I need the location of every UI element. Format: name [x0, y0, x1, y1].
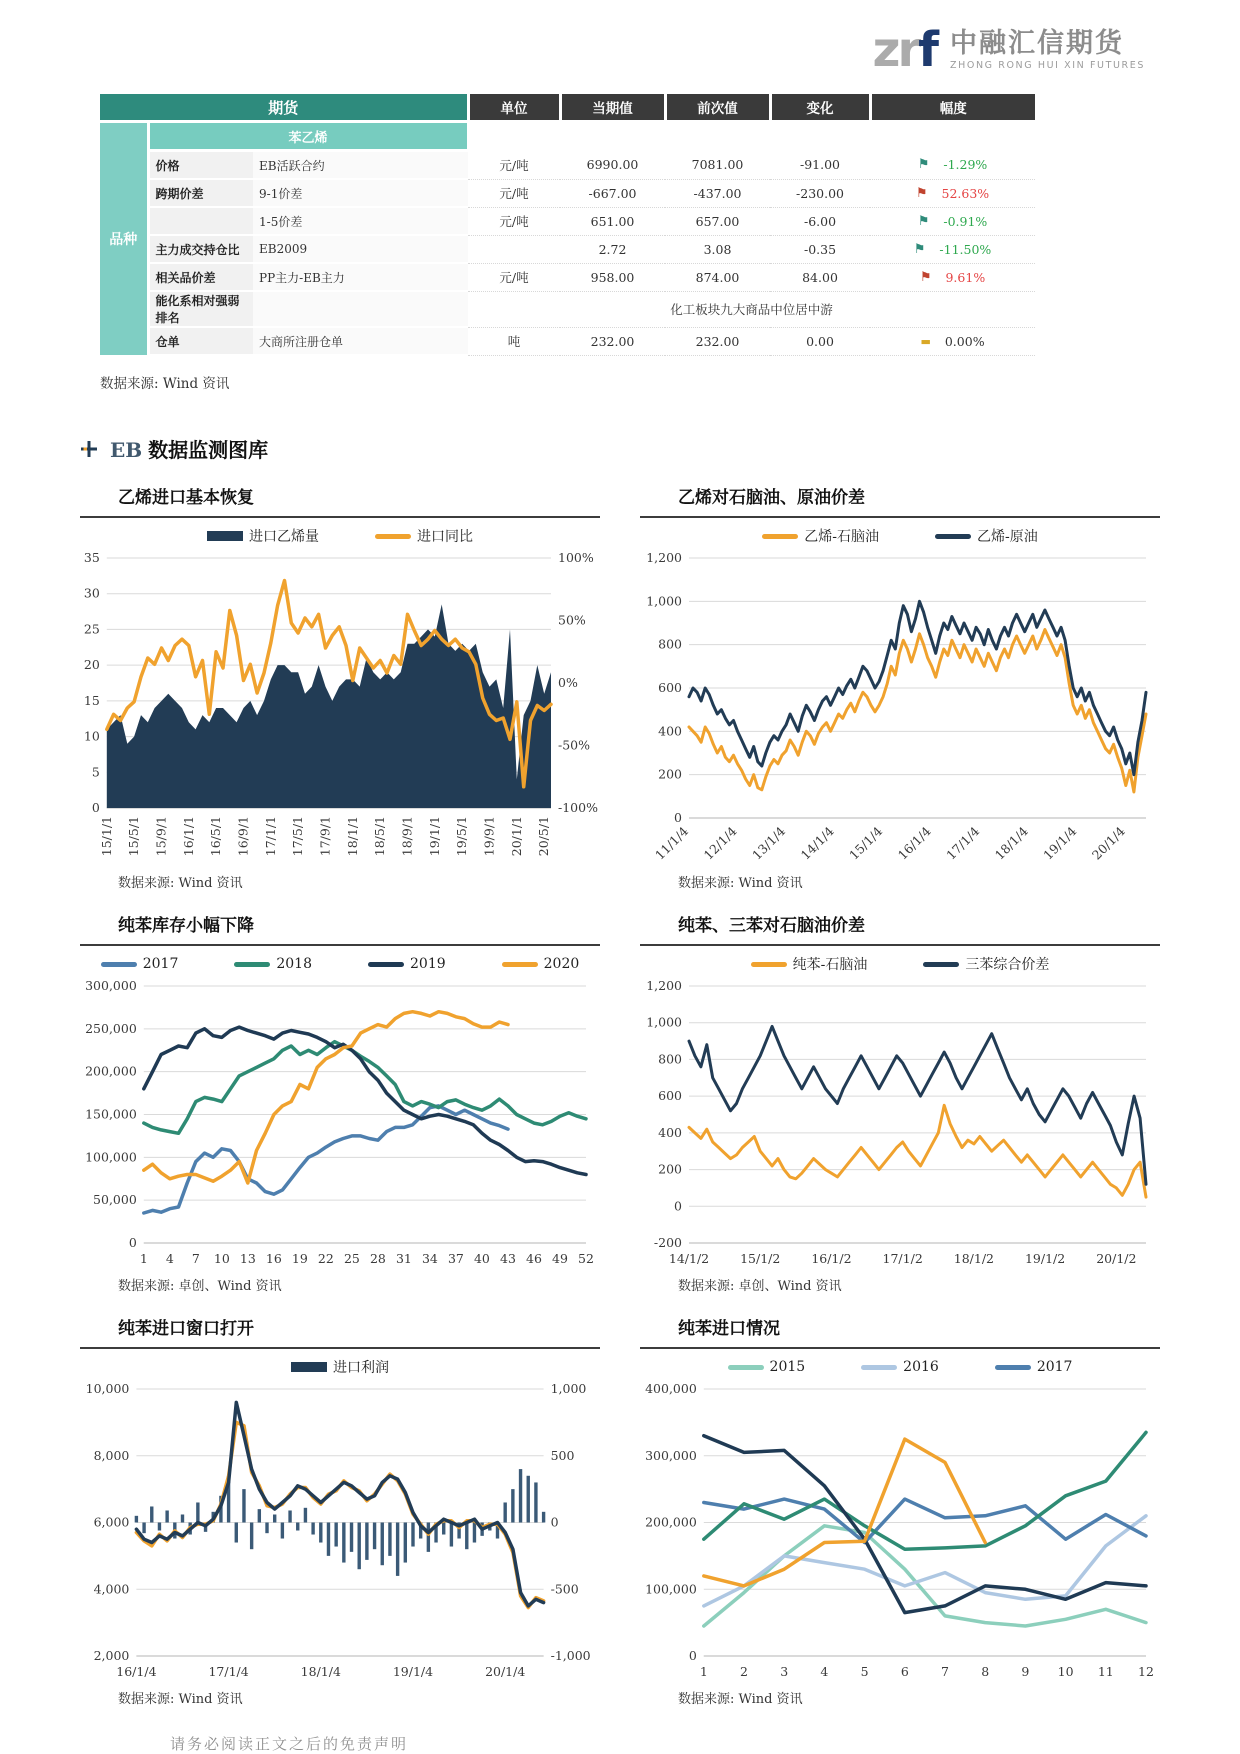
cell-item: 9-1价差 [253, 179, 468, 207]
svg-text:37: 37 [447, 1251, 464, 1266]
svg-text:16/1/4: 16/1/4 [894, 823, 934, 863]
chart-legend [640, 1353, 1160, 1381]
svg-text:200,000: 200,000 [645, 1514, 697, 1530]
legend-swatch [207, 531, 243, 541]
svg-text:0: 0 [674, 1198, 682, 1214]
legend-swatch [368, 962, 404, 967]
svg-text:20/1/4: 20/1/4 [1088, 823, 1128, 863]
svg-text:15/1/4: 15/1/4 [846, 823, 886, 863]
svg-text:4: 4 [820, 1664, 829, 1679]
svg-text:0%: 0% [558, 675, 578, 690]
svg-text:16/5/1: 16/5/1 [208, 816, 224, 857]
legend-swatch [375, 534, 411, 539]
svg-text:19: 19 [291, 1251, 308, 1266]
cell-item: EB活跃合约 [253, 151, 468, 180]
svg-text:19/1/4: 19/1/4 [392, 1664, 434, 1679]
legend-label: 2017 [1036, 1359, 1073, 1375]
section-marker-icon [80, 440, 98, 458]
benzene-spread-chart [640, 978, 1160, 1273]
logo-company-name: 中融汇信期货 [950, 27, 1125, 59]
svg-text:10: 10 [83, 728, 100, 744]
logo-zrf-mark [872, 22, 937, 78]
cell-group: 跨期价差 [148, 179, 253, 207]
legend-swatch [935, 534, 971, 539]
svg-text:1,200: 1,200 [646, 550, 682, 565]
header-unit: 单位 [468, 94, 560, 122]
legend-label: 进口同比 [417, 529, 473, 545]
svg-text:1,000: 1,000 [550, 1381, 587, 1396]
legend-swatch [502, 962, 538, 967]
section-title-cn: 数据监测图库 [148, 438, 269, 462]
legend-item [502, 956, 580, 972]
company-logo [0, 0, 1240, 78]
legend-swatch [861, 1365, 897, 1370]
cell-group [148, 207, 253, 235]
chart-title: 乙烯进口基本恢复 [118, 488, 254, 508]
change-flag-icon [918, 158, 930, 171]
cell-item: EB2009 [253, 235, 468, 263]
spacer-cell [468, 122, 1035, 151]
table-subheader-row [100, 122, 1035, 151]
legend-label: 2016 [903, 1359, 939, 1375]
svg-text:15/1/1: 15/1/1 [98, 816, 114, 857]
cell-pct: -0.91% [943, 213, 988, 229]
cell-pct: 52.63% [941, 185, 990, 201]
svg-text:19/1/1: 19/1/1 [426, 816, 442, 857]
change-flag-icon [920, 271, 932, 284]
legend-item [728, 1359, 806, 1375]
legend-item [995, 1359, 1073, 1375]
product-label: 苯乙烯 [148, 122, 468, 151]
cell-previous: 232.00 [665, 327, 770, 355]
table-row [100, 291, 1035, 327]
cell-change: -230.00 [770, 179, 870, 207]
svg-text:1,200: 1,200 [646, 978, 682, 993]
svg-text:31: 31 [395, 1251, 412, 1266]
data-source: 数据来源: Wind 资讯 [118, 1692, 243, 1707]
divider [640, 944, 1160, 946]
svg-text:400: 400 [658, 1124, 682, 1140]
charts-grid [0, 463, 1240, 1707]
svg-text:13/1/4: 13/1/4 [749, 823, 789, 863]
svg-text:600: 600 [658, 1088, 682, 1104]
cell-pct: -11.50% [939, 241, 992, 257]
svg-text:300,000: 300,000 [645, 1447, 697, 1463]
svg-text:19/1/4: 19/1/4 [1040, 823, 1080, 863]
legend-swatch [234, 962, 270, 967]
ethylene-import-chart [80, 550, 600, 870]
benzene-import-profit-chart [80, 1381, 600, 1686]
chart-block-benzene-spread [640, 905, 1160, 1294]
svg-text:40: 40 [473, 1251, 490, 1266]
svg-text:14/1/4: 14/1/4 [797, 823, 837, 863]
chart-block-ethylene-imports [80, 477, 600, 891]
cell-current: 232.00 [560, 327, 665, 355]
cell-rank-text: 化工板块九大商品中位居中游 [468, 291, 1035, 327]
change-flag-icon [916, 187, 928, 200]
svg-text:10: 10 [213, 1251, 230, 1266]
svg-text:35: 35 [83, 550, 100, 565]
cell-previous: 874.00 [665, 263, 770, 291]
svg-text:18/9/1: 18/9/1 [399, 816, 415, 857]
svg-text:400: 400 [658, 723, 682, 739]
svg-text:10: 10 [1057, 1664, 1074, 1679]
svg-text:20/1/2: 20/1/2 [1096, 1251, 1137, 1266]
cell-previous: 7081.00 [665, 151, 770, 180]
cell-unit: 元/吨 [468, 151, 560, 180]
chart-title: 纯苯进口情况 [678, 1319, 780, 1339]
svg-text:2,000: 2,000 [93, 1648, 130, 1663]
svg-text:4: 4 [165, 1251, 174, 1266]
svg-text:9: 9 [1021, 1664, 1030, 1679]
cell-item [253, 291, 468, 327]
legend-item [923, 954, 1049, 974]
svg-text:1: 1 [699, 1664, 708, 1679]
chart-legend [80, 950, 600, 978]
legend-item [101, 956, 179, 972]
legend-label: 2019 [410, 956, 446, 972]
chart-legend [640, 522, 1160, 550]
legend-label: 2020 [543, 956, 580, 972]
svg-text:20/1/1: 20/1/1 [508, 816, 524, 857]
svg-text:150,000: 150,000 [85, 1106, 137, 1122]
svg-text:19/1/2: 19/1/2 [1024, 1251, 1066, 1266]
section-title [110, 434, 268, 463]
svg-text:18/1/1: 18/1/1 [344, 816, 360, 857]
svg-text:-50%: -50% [558, 737, 591, 753]
table-row [100, 263, 1035, 291]
svg-text:17/1/2: 17/1/2 [882, 1251, 923, 1266]
logo-f: f [918, 22, 937, 78]
section-title-en: EB [110, 438, 143, 462]
legend-swatch [995, 1365, 1031, 1370]
cell-previous: -437.00 [665, 179, 770, 207]
svg-text:7: 7 [191, 1251, 200, 1266]
header-current: 当期值 [560, 94, 665, 122]
legend-label: 三苯综合价差 [965, 957, 1050, 973]
benzene-inventory-chart [80, 978, 600, 1273]
svg-text:25: 25 [83, 621, 100, 637]
logo-company-name-en: ZHONG RONG HUI XIN FUTURES [950, 60, 1145, 72]
chart-block-benzene-import-profit [80, 1308, 600, 1707]
svg-text:6: 6 [900, 1664, 909, 1679]
chart-block-ethylene-spread [640, 477, 1160, 891]
legend-label: 2015 [769, 1359, 806, 1375]
svg-text:1,000: 1,000 [646, 593, 682, 609]
legend-item [291, 1357, 389, 1377]
svg-text:12/1/4: 12/1/4 [700, 823, 740, 863]
table-row [100, 207, 1035, 235]
cell-current: 651.00 [560, 207, 665, 235]
ethylene-spread-chart [640, 550, 1160, 870]
change-flag-icon [920, 335, 930, 348]
svg-text:30: 30 [83, 585, 100, 601]
svg-text:-200: -200 [653, 1235, 682, 1250]
svg-text:200: 200 [658, 766, 682, 782]
svg-text:14/1/2: 14/1/2 [668, 1251, 710, 1266]
chart-legend [80, 522, 600, 550]
svg-text:0: 0 [674, 810, 682, 825]
svg-text:100,000: 100,000 [645, 1581, 697, 1597]
header-futures: 期货 [100, 94, 468, 122]
svg-text:15/9/1: 15/9/1 [153, 816, 169, 857]
svg-text:16/1/1: 16/1/1 [180, 816, 196, 857]
divider [80, 944, 600, 946]
svg-text:5: 5 [860, 1664, 869, 1679]
svg-text:10,000: 10,000 [85, 1381, 130, 1396]
legend-swatch [728, 1365, 764, 1370]
data-source: 数据来源: Wind 资讯 [100, 376, 230, 392]
svg-text:17/1/1: 17/1/1 [262, 816, 278, 857]
svg-text:17/1/4: 17/1/4 [943, 823, 983, 863]
svg-text:25: 25 [343, 1251, 360, 1266]
legend-label: 进口利润 [333, 1360, 389, 1376]
svg-text:100%: 100% [558, 550, 594, 565]
legend-label: 纯苯-石脑油 [792, 957, 868, 973]
legend-swatch [101, 962, 137, 967]
svg-text:15/5/1: 15/5/1 [126, 816, 142, 857]
chart-block-benzene-inventory [80, 905, 600, 1294]
svg-text:49: 49 [552, 1251, 568, 1266]
cell-change: 84.00 [770, 263, 870, 291]
chart-title: 纯苯库存小幅下降 [118, 916, 254, 936]
svg-text:15/1/2: 15/1/2 [740, 1251, 781, 1266]
svg-text:0: 0 [91, 800, 100, 815]
svg-text:5: 5 [91, 764, 100, 780]
cell-current: 958.00 [560, 263, 665, 291]
cell-pct: 0.00% [944, 333, 985, 349]
legend-item [861, 1359, 939, 1375]
disclaimer-text: 请务必阅读正文之后的免责声明 [170, 1735, 409, 1753]
svg-text:13: 13 [239, 1251, 256, 1266]
cell-change: -6.00 [770, 207, 870, 235]
cell-group: 主力成交持仓比 [148, 235, 253, 263]
svg-text:12: 12 [1138, 1664, 1154, 1679]
legend-item [207, 526, 319, 546]
cell-item: 1-5价差 [253, 207, 468, 235]
cell-current: 2.72 [560, 235, 665, 263]
svg-text:22: 22 [317, 1251, 334, 1266]
legend-swatch [291, 1362, 327, 1372]
svg-text:16/1/4: 16/1/4 [116, 1664, 157, 1679]
svg-text:18/1/2: 18/1/2 [953, 1251, 995, 1266]
svg-text:50,000: 50,000 [93, 1192, 137, 1208]
legend-swatch [762, 534, 798, 539]
svg-text:19/5/1: 19/5/1 [454, 816, 470, 857]
svg-text:19/9/1: 19/9/1 [481, 816, 497, 857]
legend-swatch [751, 962, 787, 967]
chart-legend [80, 1353, 600, 1381]
divider [80, 1347, 600, 1349]
cell-group: 仓单 [148, 327, 253, 355]
svg-text:500: 500 [550, 1447, 575, 1463]
cell-group: 能化系相对强弱排名 [148, 291, 253, 327]
svg-text:6,000: 6,000 [93, 1514, 130, 1530]
svg-text:-500: -500 [550, 1581, 579, 1597]
svg-text:0: 0 [550, 1514, 559, 1530]
chart-block-benzene-import-volume [640, 1308, 1160, 1707]
cell-unit [468, 235, 560, 263]
svg-text:34: 34 [421, 1251, 438, 1266]
svg-text:0: 0 [688, 1648, 697, 1663]
logo-zr: zr [872, 22, 919, 78]
header-previous: 前次值 [665, 94, 770, 122]
data-source: 数据来源: 卓创、Wind 资讯 [678, 1279, 842, 1294]
table-header-row [100, 94, 1035, 122]
chart-title: 乙烯对石脑油、原油价差 [678, 488, 865, 508]
svg-text:18/1/4: 18/1/4 [300, 1664, 341, 1679]
cell-change: 0.00 [770, 327, 870, 355]
svg-text:16/1/2: 16/1/2 [811, 1251, 852, 1266]
svg-text:200: 200 [658, 1161, 682, 1177]
svg-text:7: 7 [941, 1664, 949, 1679]
svg-text:15: 15 [83, 692, 100, 708]
legend-label: 乙烯-石脑油 [804, 529, 879, 545]
svg-text:8,000: 8,000 [93, 1447, 130, 1463]
cell-change: -91.00 [770, 151, 870, 180]
section-header [80, 434, 1240, 463]
data-source: 数据来源: Wind 资讯 [678, 876, 803, 891]
svg-text:300,000: 300,000 [85, 978, 137, 993]
chart-legend [640, 950, 1160, 978]
cell-unit: 吨 [468, 327, 560, 355]
logo-text [950, 29, 1145, 72]
svg-text:16/9/1: 16/9/1 [235, 816, 251, 857]
divider [640, 516, 1160, 518]
legend-item [762, 526, 879, 546]
cell-previous: 657.00 [665, 207, 770, 235]
svg-text:20: 20 [83, 657, 100, 673]
svg-text:18/1/4: 18/1/4 [991, 823, 1031, 863]
legend-label: 进口乙烯量 [249, 529, 319, 545]
data-source: 数据来源: 卓创、Wind 资讯 [118, 1279, 282, 1294]
svg-text:20/1/4: 20/1/4 [485, 1664, 526, 1679]
legend-label: 乙烯-原油 [977, 529, 1038, 545]
header-pct: 幅度 [870, 94, 1035, 122]
cell-current: -667.00 [560, 179, 665, 207]
chart-title: 纯苯、三苯对石脑油价差 [678, 916, 865, 936]
futures-summary-table [100, 94, 1035, 356]
cell-unit: 元/吨 [468, 207, 560, 235]
cell-item: PP主力-EB主力 [253, 263, 468, 291]
svg-text:3: 3 [780, 1664, 789, 1679]
svg-text:800: 800 [658, 1051, 682, 1067]
cell-unit: 元/吨 [468, 179, 560, 207]
svg-text:2: 2 [740, 1664, 748, 1679]
category-label: 品种 [100, 122, 148, 356]
svg-text:-100%: -100% [558, 800, 598, 815]
svg-text:11/1/4: 11/1/4 [652, 823, 692, 863]
divider [80, 516, 600, 518]
svg-text:100,000: 100,000 [85, 1149, 137, 1165]
table-row [100, 327, 1035, 355]
legend-label: 2018 [276, 956, 312, 972]
change-flag-icon [918, 215, 930, 228]
legend-item [234, 956, 312, 972]
svg-text:28: 28 [369, 1251, 386, 1266]
svg-text:17/5/1: 17/5/1 [290, 816, 306, 857]
legend-item [751, 954, 868, 974]
svg-text:20/5/1: 20/5/1 [536, 816, 552, 857]
data-source: 数据来源: Wind 资讯 [118, 876, 243, 891]
cell-pct: -1.29% [943, 157, 988, 172]
svg-text:1,000: 1,000 [646, 1014, 682, 1030]
svg-text:200,000: 200,000 [85, 1063, 137, 1079]
svg-text:-1,000: -1,000 [550, 1648, 591, 1663]
legend-swatch [923, 962, 959, 967]
cell-group: 相关品价差 [148, 263, 253, 291]
legend-item [375, 526, 473, 546]
svg-text:0: 0 [128, 1235, 137, 1250]
cell-change: -0.35 [770, 235, 870, 263]
cell-unit: 元/吨 [468, 263, 560, 291]
svg-text:16: 16 [265, 1251, 282, 1266]
legend-item [368, 956, 446, 972]
table-row [100, 151, 1035, 180]
cell-pct: 9.61% [945, 269, 986, 285]
svg-text:11: 11 [1097, 1664, 1114, 1679]
svg-text:800: 800 [658, 636, 682, 652]
svg-text:4,000: 4,000 [93, 1581, 130, 1597]
svg-text:46: 46 [526, 1251, 542, 1266]
benzene-import-volume-chart [640, 1381, 1160, 1686]
svg-text:1: 1 [139, 1251, 148, 1266]
svg-text:52: 52 [578, 1251, 594, 1266]
table-row [100, 235, 1035, 263]
svg-text:17/1/4: 17/1/4 [208, 1664, 249, 1679]
cell-previous: 3.08 [665, 235, 770, 263]
cell-current: 6990.00 [560, 151, 665, 180]
table-row [100, 179, 1035, 207]
svg-text:43: 43 [500, 1251, 516, 1266]
legend-item [935, 526, 1038, 546]
legend-label: 2017 [142, 956, 179, 972]
header-change: 变化 [770, 94, 870, 122]
cell-item: 大商所注册仓单 [253, 327, 468, 355]
svg-text:17/9/1: 17/9/1 [317, 816, 333, 857]
cell-group: 价格 [148, 151, 253, 180]
chart-title: 纯苯进口窗口打开 [118, 1319, 254, 1339]
svg-text:250,000: 250,000 [85, 1020, 137, 1036]
divider [640, 1347, 1160, 1349]
svg-text:18/5/1: 18/5/1 [372, 816, 388, 857]
svg-text:50%: 50% [558, 612, 586, 628]
change-flag-icon [914, 243, 926, 256]
svg-text:400,000: 400,000 [645, 1381, 697, 1396]
data-source: 数据来源: Wind 资讯 [678, 1692, 803, 1707]
svg-text:8: 8 [981, 1664, 990, 1679]
svg-text:600: 600 [658, 680, 682, 695]
